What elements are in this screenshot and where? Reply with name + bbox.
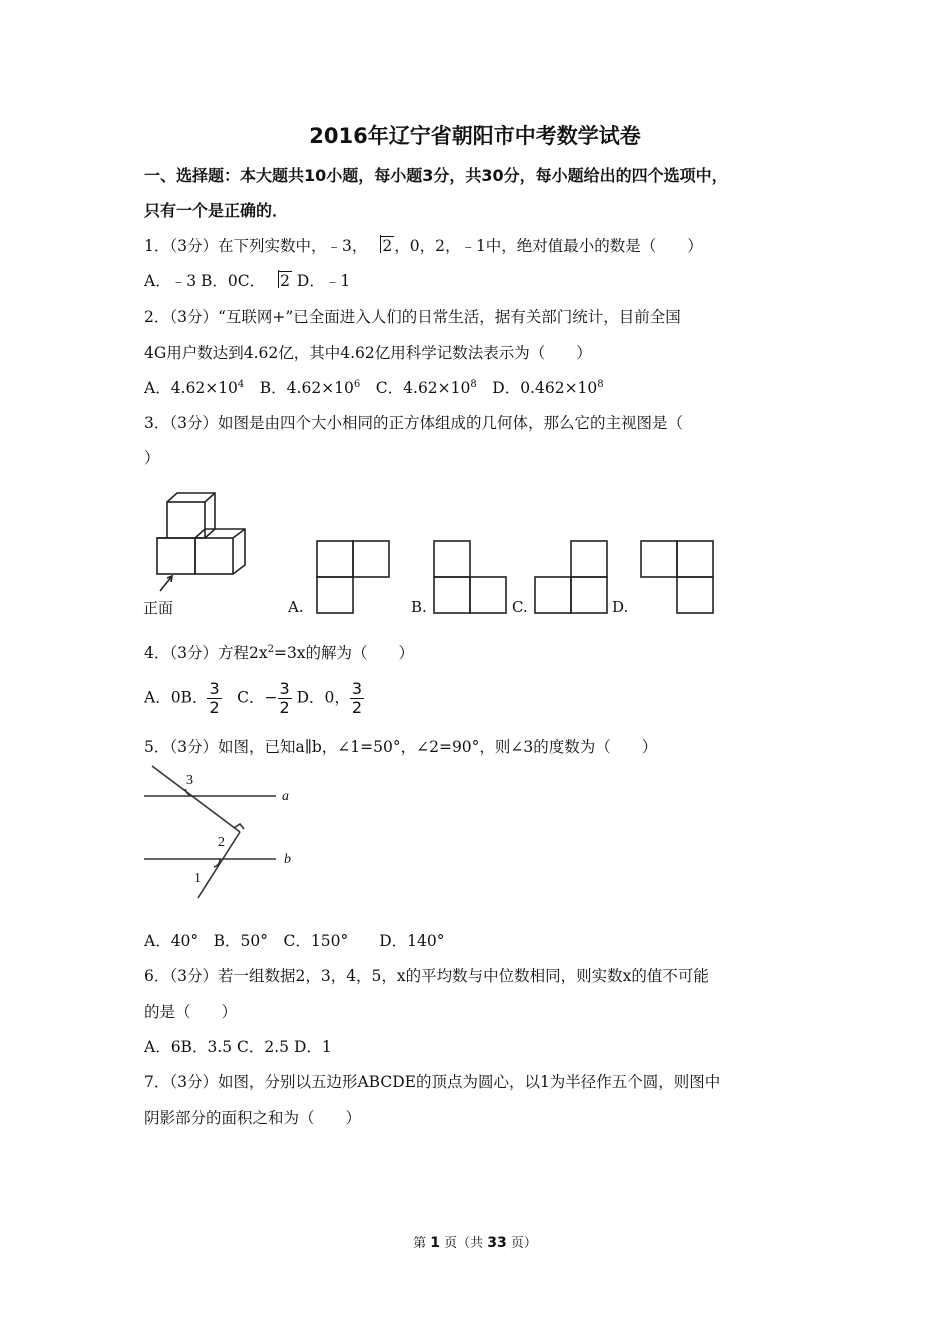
angle-2-label: 2	[218, 835, 225, 850]
question-3-line1: 3．（3分）如图是由四个大小相同的正方体组成的几何体，那么它的主视图是（	[144, 414, 683, 432]
line-b-label: b	[284, 852, 291, 867]
question-6-line2: 的是（ ）	[144, 1003, 238, 1021]
question-3-line2: ）	[144, 449, 160, 467]
sqrt-symbol: 2	[367, 237, 394, 255]
question-6-options: A．6B．3.5 C．2.5 D．1	[144, 1038, 332, 1056]
option-a-figure	[316, 540, 392, 616]
total-pages: 33	[487, 1235, 507, 1251]
fraction: $\frac{3}{2}$	[209, 679, 220, 717]
cube-solid-figure	[140, 488, 270, 618]
question-7-line1: 7．（3分）如图，分别以五边形ABCDE的顶点为圆心，以1为半径作五个圆，则图中	[144, 1073, 721, 1091]
section-heading-line1: 一、选择题：本大题共10小题，每小题3分，共30分，每小题给出的四个选项中，	[144, 166, 728, 185]
question-2-line1: 2．（3分）“互联网+”已全面进入人们的日常生活，据有关部门统计，目前全国	[144, 308, 681, 326]
front-label: 正面	[143, 601, 174, 617]
section-heading-line2: 只有一个是正确的．	[144, 201, 289, 220]
option-b-label: B.	[411, 598, 427, 616]
page-title: 2016年辽宁省朝阳市中考数学试卷	[309, 124, 641, 148]
sqrt-symbol: 2	[265, 272, 292, 290]
question-4-stem: 4．（3分）方程$2x^2=3x$的解为（ ）	[144, 643, 415, 662]
fraction: $\frac{3}{2}$	[351, 679, 363, 717]
question-1-options: A．﹣3 B．0C． 2 D．﹣1	[144, 272, 351, 290]
question-7-line2: 阴影部分的面积之和为（ ）	[144, 1109, 362, 1127]
option-a-label: A.	[288, 598, 304, 616]
question-1-stem: 1．（3分）在下列实数中，﹣3， 2 ，0，2，﹣1中，绝对值最小的数是（ ）	[144, 237, 703, 255]
option-d-label: D.	[612, 598, 629, 616]
angle-1-label: 1	[194, 871, 201, 886]
question-5-options: A．40° B．50° C．150° D．140°	[144, 932, 445, 950]
line-a-label: a	[282, 789, 289, 804]
option-c-figure	[534, 540, 610, 616]
option-c-label: C.	[512, 598, 528, 616]
page-footer: 第 1 页（共 33 页）	[413, 1235, 537, 1251]
parallel-lines-figure	[140, 762, 310, 912]
question-6-line1: 6．（3分）若一组数据2，3，4，5，x的平均数与中位数相同，则实数x的值不可能	[144, 967, 709, 985]
angle-3-label: 3	[186, 773, 193, 788]
option-d-figure	[640, 540, 716, 616]
fraction: $\frac{3}{2}$	[279, 679, 290, 717]
page-number: 1	[430, 1235, 440, 1251]
question-4-options: A．0B． $\frac{3}{2}$ C．− $\frac{3}{2}$ D．0， $\frac{3}{2}$	[144, 679, 363, 717]
option-b-figure	[433, 540, 509, 616]
question-2-options: A．$4.62\times 10^4$ B．$4.62\times 10^6$ C．$4.62\times 10^8$ D．$0.462\times 10^8$	[144, 378, 604, 397]
question-2-line2: 4G用户数达到4.62亿，其中4.62亿用科学记数法表示为（ ）	[144, 344, 592, 362]
question-5-stem: 5．（3分）如图，已知a∥b，∠1=50°，∠2=90°，则∠3的度数为（ ）	[144, 738, 658, 756]
